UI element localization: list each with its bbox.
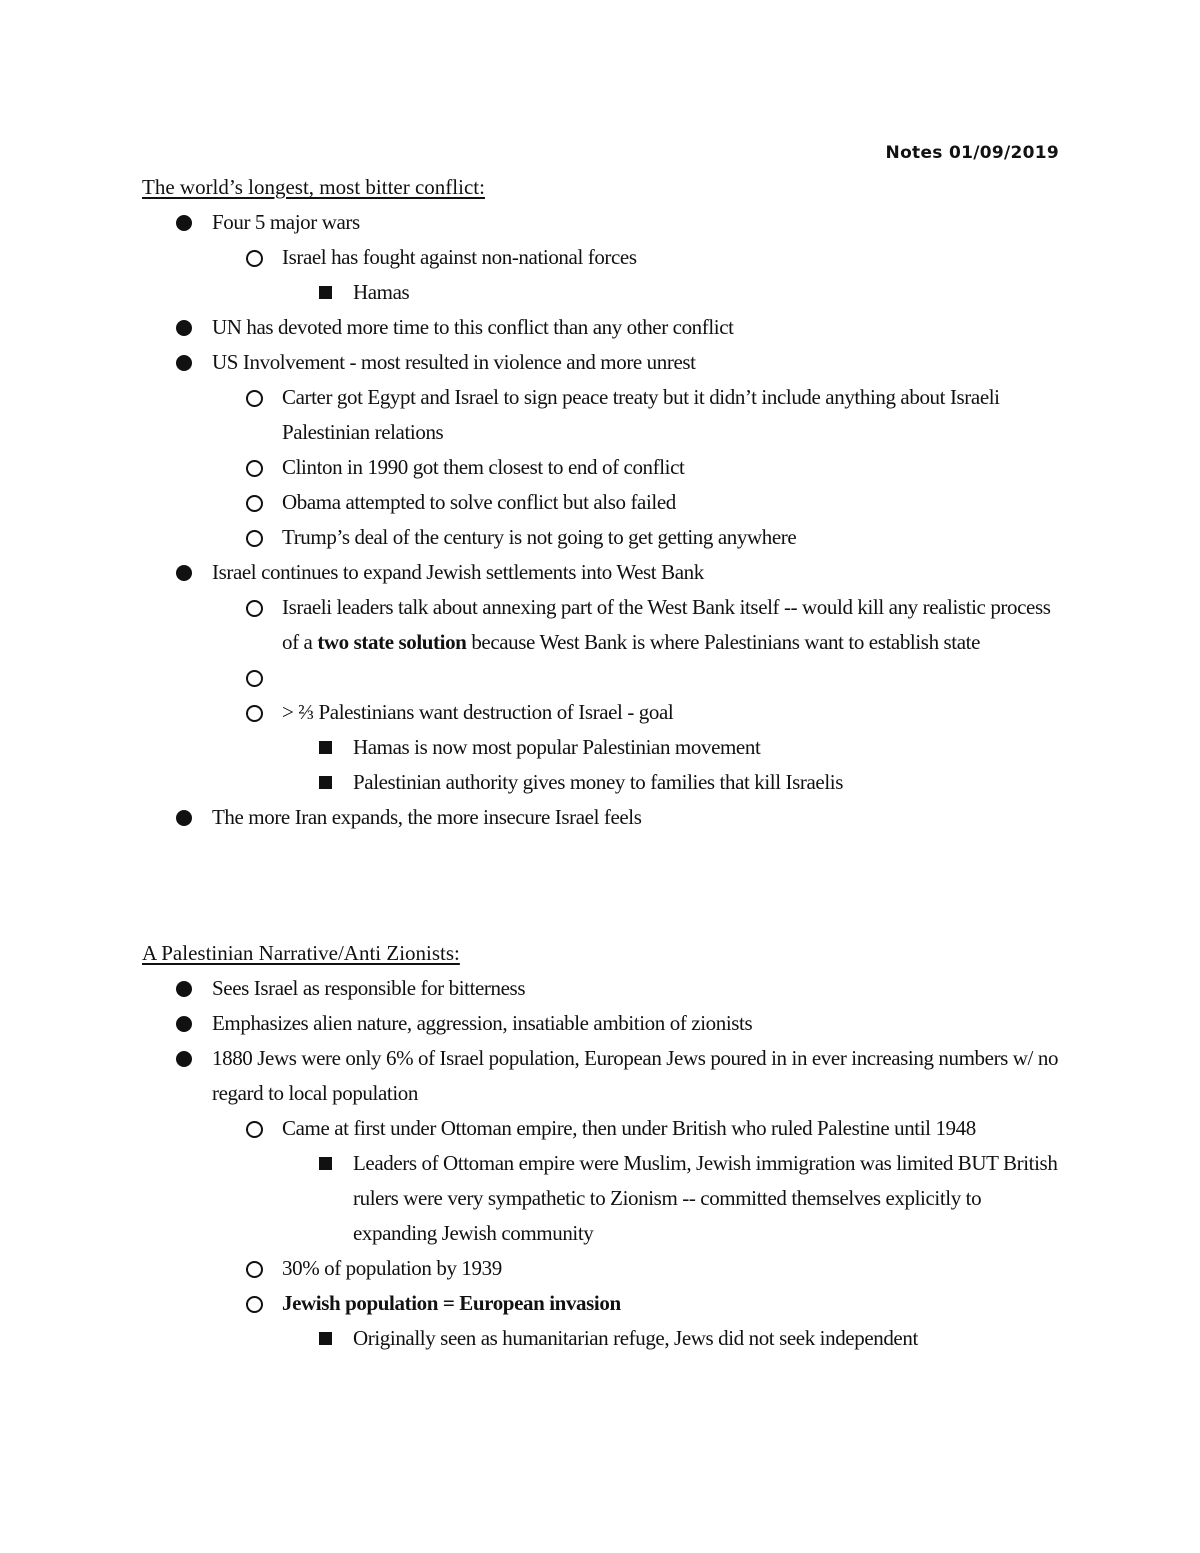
list-item-text: UN has devoted more time to this conflict than any other conflict bbox=[212, 315, 734, 339]
list-item bbox=[142, 1111, 1062, 1146]
list-item bbox=[142, 345, 1062, 380]
list-item bbox=[142, 1251, 1062, 1286]
hollow-bullet-icon bbox=[246, 705, 263, 722]
list-item bbox=[142, 800, 1062, 835]
hollow-bullet-icon bbox=[246, 1296, 263, 1313]
list-item-empty bbox=[142, 660, 1062, 695]
section-palestinian-narrative bbox=[142, 936, 1062, 1356]
list-item-text: > ⅔ Palestinians want destruction of Israel - goal bbox=[282, 700, 674, 724]
list-item bbox=[142, 1006, 1062, 1041]
list-item bbox=[142, 380, 1062, 450]
list-item bbox=[142, 485, 1062, 520]
notes-date: Notes 01/09/2019 bbox=[885, 143, 1059, 163]
section-conflict-overview bbox=[142, 170, 1062, 835]
list-item bbox=[142, 520, 1062, 555]
hollow-bullet-icon bbox=[246, 1261, 263, 1278]
list-item bbox=[142, 695, 1062, 730]
list-item-text-part: Israeli leaders talk about annexing part of the West Bank itself -- would kill any realistic process of a bbox=[282, 595, 1051, 654]
hollow-bullet-icon bbox=[246, 530, 263, 547]
list-item bbox=[142, 730, 1062, 765]
list-item-text: Jewish population = European invasion bbox=[282, 1291, 621, 1315]
list-item bbox=[142, 555, 1062, 590]
hollow-bullet-icon bbox=[246, 390, 263, 407]
list-item-text: Israel continues to expand Jewish settlements into West Bank bbox=[212, 560, 704, 584]
list-item bbox=[142, 1286, 1062, 1321]
hollow-bullet-icon bbox=[246, 670, 263, 687]
list-item-text: 30% of population by 1939 bbox=[282, 1256, 502, 1280]
list-item-text: US Involvement - most resulted in violence and more unrest bbox=[212, 350, 696, 374]
filled-bullet-icon bbox=[176, 355, 192, 371]
list-item bbox=[142, 1321, 1062, 1356]
list-item bbox=[142, 450, 1062, 485]
section-heading: The world’s longest, most bitter conflict: bbox=[142, 175, 485, 199]
hollow-bullet-icon bbox=[246, 460, 263, 477]
list-item bbox=[142, 1041, 1062, 1111]
list-item bbox=[142, 1146, 1062, 1251]
hollow-bullet-icon bbox=[246, 1121, 263, 1138]
list-item-text: Israel has fought against non-national forces bbox=[282, 245, 637, 269]
square-bullet-icon bbox=[319, 286, 332, 299]
list-item bbox=[142, 205, 1062, 240]
list-item bbox=[142, 275, 1062, 310]
list-item-text: Hamas is now most popular Palestinian movement bbox=[353, 735, 761, 759]
list-item-text: Sees Israel as responsible for bitterness bbox=[212, 976, 526, 1000]
list-item-text: Originally seen as humanitarian refuge, Jews did not seek independent bbox=[353, 1326, 918, 1350]
bold-term: two state solution bbox=[317, 630, 467, 654]
list-item-text: 1880 Jews were only 6% of Israel population, European Jews poured in in ever increasing numbers w/ no regard to local population bbox=[212, 1046, 1059, 1105]
list-item-text: The more Iran expands, the more insecure Israel feels bbox=[212, 805, 642, 829]
list-item-text: Obama attempted to solve conflict but also failed bbox=[282, 490, 676, 514]
filled-bullet-icon bbox=[176, 981, 192, 997]
filled-bullet-icon bbox=[176, 810, 192, 826]
filled-bullet-icon bbox=[176, 215, 192, 231]
list-item-text: Leaders of Ottoman empire were Muslim, Jewish immigration was limited BUT British rulers were very sympathetic to Zionism -- committed themselves explicitly to expanding Jewish community bbox=[353, 1151, 1058, 1245]
hollow-bullet-icon bbox=[246, 495, 263, 512]
list-item-text: Emphasizes alien nature, aggression, insatiable ambition of zionists bbox=[212, 1011, 753, 1035]
list-item bbox=[142, 310, 1062, 345]
section-heading: A Palestinian Narrative/Anti Zionists: bbox=[142, 941, 460, 965]
filled-bullet-icon bbox=[176, 565, 192, 581]
filled-bullet-icon bbox=[176, 320, 192, 336]
list-item-text: Trump’s deal of the century is not going to get getting anywhere bbox=[282, 525, 797, 549]
filled-bullet-icon bbox=[176, 1016, 192, 1032]
hollow-bullet-icon bbox=[246, 250, 263, 267]
list-item bbox=[142, 590, 1062, 660]
filled-bullet-icon bbox=[176, 1051, 192, 1067]
list-item-text: Came at first under Ottoman empire, then under British who ruled Palestine until 1948 bbox=[282, 1116, 976, 1140]
hollow-bullet-icon bbox=[246, 600, 263, 617]
list-item-text: Four 5 major wars bbox=[212, 210, 360, 234]
square-bullet-icon bbox=[319, 741, 332, 754]
list-item bbox=[142, 240, 1062, 275]
list-item-text: Clinton in 1990 got them closest to end of conflict bbox=[282, 455, 685, 479]
list-item-text-part: because West Bank is where Palestinians want to establish state bbox=[466, 630, 980, 654]
list-item-text: Carter got Egypt and Israel to sign peace treaty but it didn’t include anything about Israeli Palestinian relations bbox=[282, 385, 1000, 444]
list-item bbox=[142, 765, 1062, 800]
square-bullet-icon bbox=[319, 776, 332, 789]
list-item-text: Hamas bbox=[353, 280, 410, 304]
square-bullet-icon bbox=[319, 1332, 332, 1345]
list-item-text: Palestinian authority gives money to families that kill Israelis bbox=[353, 770, 843, 794]
square-bullet-icon bbox=[319, 1157, 332, 1170]
list-item bbox=[142, 971, 1062, 1006]
